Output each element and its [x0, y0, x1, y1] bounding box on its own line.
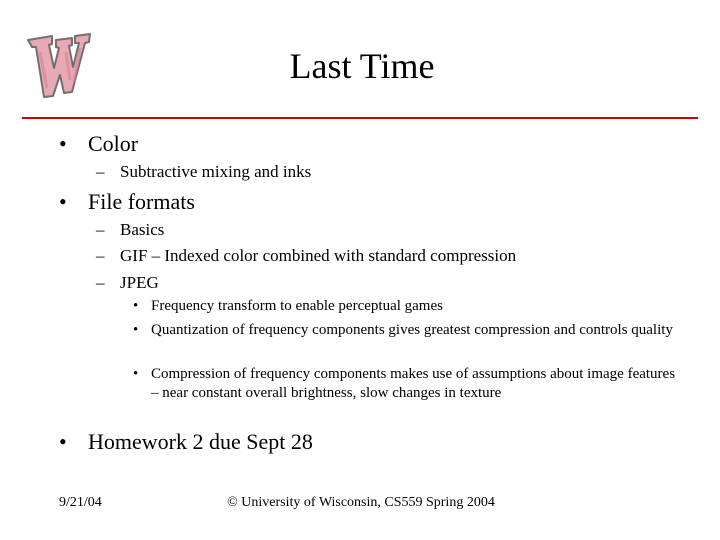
dash-glyph: –	[96, 162, 105, 181]
dash-glyph: –	[96, 246, 105, 265]
bullet-text: Homework 2 due Sept 28	[88, 429, 313, 454]
sub-item-text: Basics	[120, 220, 165, 239]
sub-sub-item-text: Compression of frequency components makes use of assumptions about image features – near constant overall brightness, slow changes in texture	[151, 366, 676, 401]
sub-sub-item-quantization	[133, 321, 681, 340]
dash-glyph: –	[96, 273, 105, 292]
bullet-text: File formats	[88, 189, 195, 214]
bullet-glyph: •	[59, 189, 67, 214]
footer-date: 9/21/04	[59, 495, 102, 510]
bullet-glyph: •	[59, 131, 67, 156]
sub-item-text: JPEG	[120, 273, 159, 292]
sub-sub-item-compression	[133, 365, 681, 403]
bullet-text: Color	[88, 131, 139, 156]
title-divider	[22, 117, 698, 119]
bullet-glyph: •	[133, 298, 139, 314]
sub-sub-item-text: Quantization of frequency components gives greatest compression and controls quality	[151, 322, 673, 338]
footer-copyright: © University of Wisconsin, CS559 Spring 2004	[227, 495, 495, 510]
sub-item-text: GIF – Indexed color combined with standard compression	[120, 246, 517, 265]
bullet-glyph: •	[59, 429, 67, 454]
sub-item-text: Subtractive mixing and inks	[120, 162, 312, 181]
bullet-glyph: •	[133, 366, 139, 382]
sub-sub-item-frequency-transform	[133, 297, 681, 316]
bullet-glyph: •	[133, 322, 139, 338]
slide-title: Last Time	[289, 46, 435, 86]
dash-glyph: –	[96, 220, 105, 239]
sub-sub-item-text: Frequency transform to enable perceptual games	[151, 298, 443, 314]
